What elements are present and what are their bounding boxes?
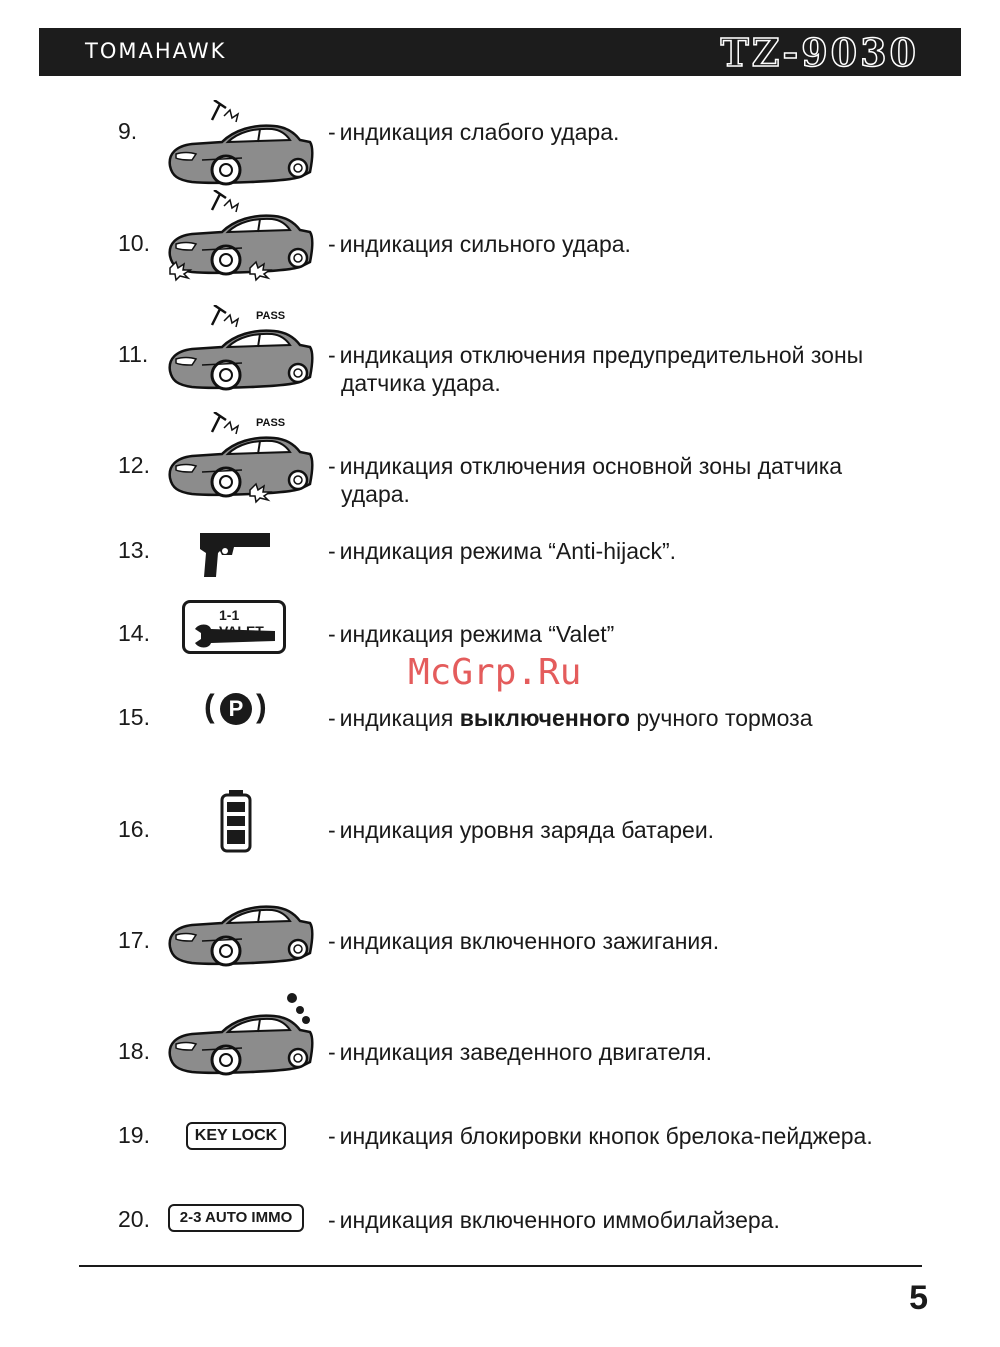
pass-label: PASS xyxy=(256,417,286,429)
pass-label: PASS xyxy=(256,310,286,322)
car-ignition-icon xyxy=(160,895,320,975)
car-pass-main-zone-icon xyxy=(160,412,320,508)
item-number: 12. xyxy=(118,452,150,478)
item-number: 20. xyxy=(118,1206,150,1232)
valet-wrench-icon xyxy=(182,600,286,654)
item-description: - индикация уровня заряда батареи. xyxy=(328,817,715,843)
item-number: 13. xyxy=(118,537,150,563)
valet-label: 1-1 xyxy=(219,607,240,623)
item-number: 15. xyxy=(118,704,150,730)
parking-brake-icon: ( P ) xyxy=(204,688,267,724)
list-item xyxy=(0,305,1000,395)
brand-name: TOMAHAWK xyxy=(85,39,227,63)
list-item xyxy=(0,690,1000,780)
item-number: 16. xyxy=(118,816,150,842)
list-item xyxy=(0,100,1000,190)
pistol-icon xyxy=(198,529,272,581)
item-number: 9. xyxy=(118,118,138,144)
list-item xyxy=(0,895,1000,985)
item-description: - индикация отключения основной зоны датчика удара. xyxy=(328,453,843,507)
item-description: - индикация слабого удара. xyxy=(328,119,620,145)
car-light-shock-icon xyxy=(160,100,320,186)
header-bar xyxy=(39,28,961,76)
item-number: 11. xyxy=(118,341,149,367)
auto-immo-badge: 2-3 AUTO IMMO xyxy=(168,1204,304,1232)
watermark: McGrp.Ru xyxy=(408,652,582,693)
list-item xyxy=(0,990,1000,1080)
car-engine-running-icon xyxy=(160,990,320,1082)
item-description: - индикация включенного зажигания. xyxy=(328,928,720,954)
item-number: 14. xyxy=(118,620,150,646)
page-number: 5 xyxy=(909,1279,928,1317)
list-item xyxy=(0,1194,1000,1284)
item-description: - индикация выключенного ручного тормоза xyxy=(328,705,813,731)
item-number: 19. xyxy=(118,1122,150,1148)
car-pass-warning-zone-icon xyxy=(160,305,320,395)
key-lock-badge: KEY LOCK xyxy=(186,1122,286,1150)
item-number: 18. xyxy=(118,1038,150,1064)
list-item xyxy=(0,412,1000,507)
battery-icon xyxy=(220,790,252,854)
model-name: TZ-9030 xyxy=(720,30,919,75)
item-description: - индикация сильного удара. xyxy=(328,231,631,257)
item-number: 17. xyxy=(118,927,150,953)
item-description: - индикация включенного иммобилайзера. xyxy=(328,1207,780,1233)
item-description: - индикация режима “Valet” xyxy=(328,621,615,647)
item-description: - индикация заведенного двигателя. xyxy=(328,1039,712,1065)
list-item xyxy=(0,790,1000,880)
parking-p-glyph: P xyxy=(220,693,252,725)
item-number: 10. xyxy=(118,230,150,256)
list-item xyxy=(0,1110,1000,1200)
item-description: - индикация отключения предупредительной зоны датчика удара. xyxy=(328,342,864,396)
list-item xyxy=(0,190,1000,280)
item-description: - индикация режима “Anti-hijack”. xyxy=(328,538,677,564)
item-description: - индикация блокировки кнопок брелока-пейджера. xyxy=(328,1123,873,1149)
car-strong-shock-icon xyxy=(160,190,320,286)
footer-divider xyxy=(79,1265,922,1267)
